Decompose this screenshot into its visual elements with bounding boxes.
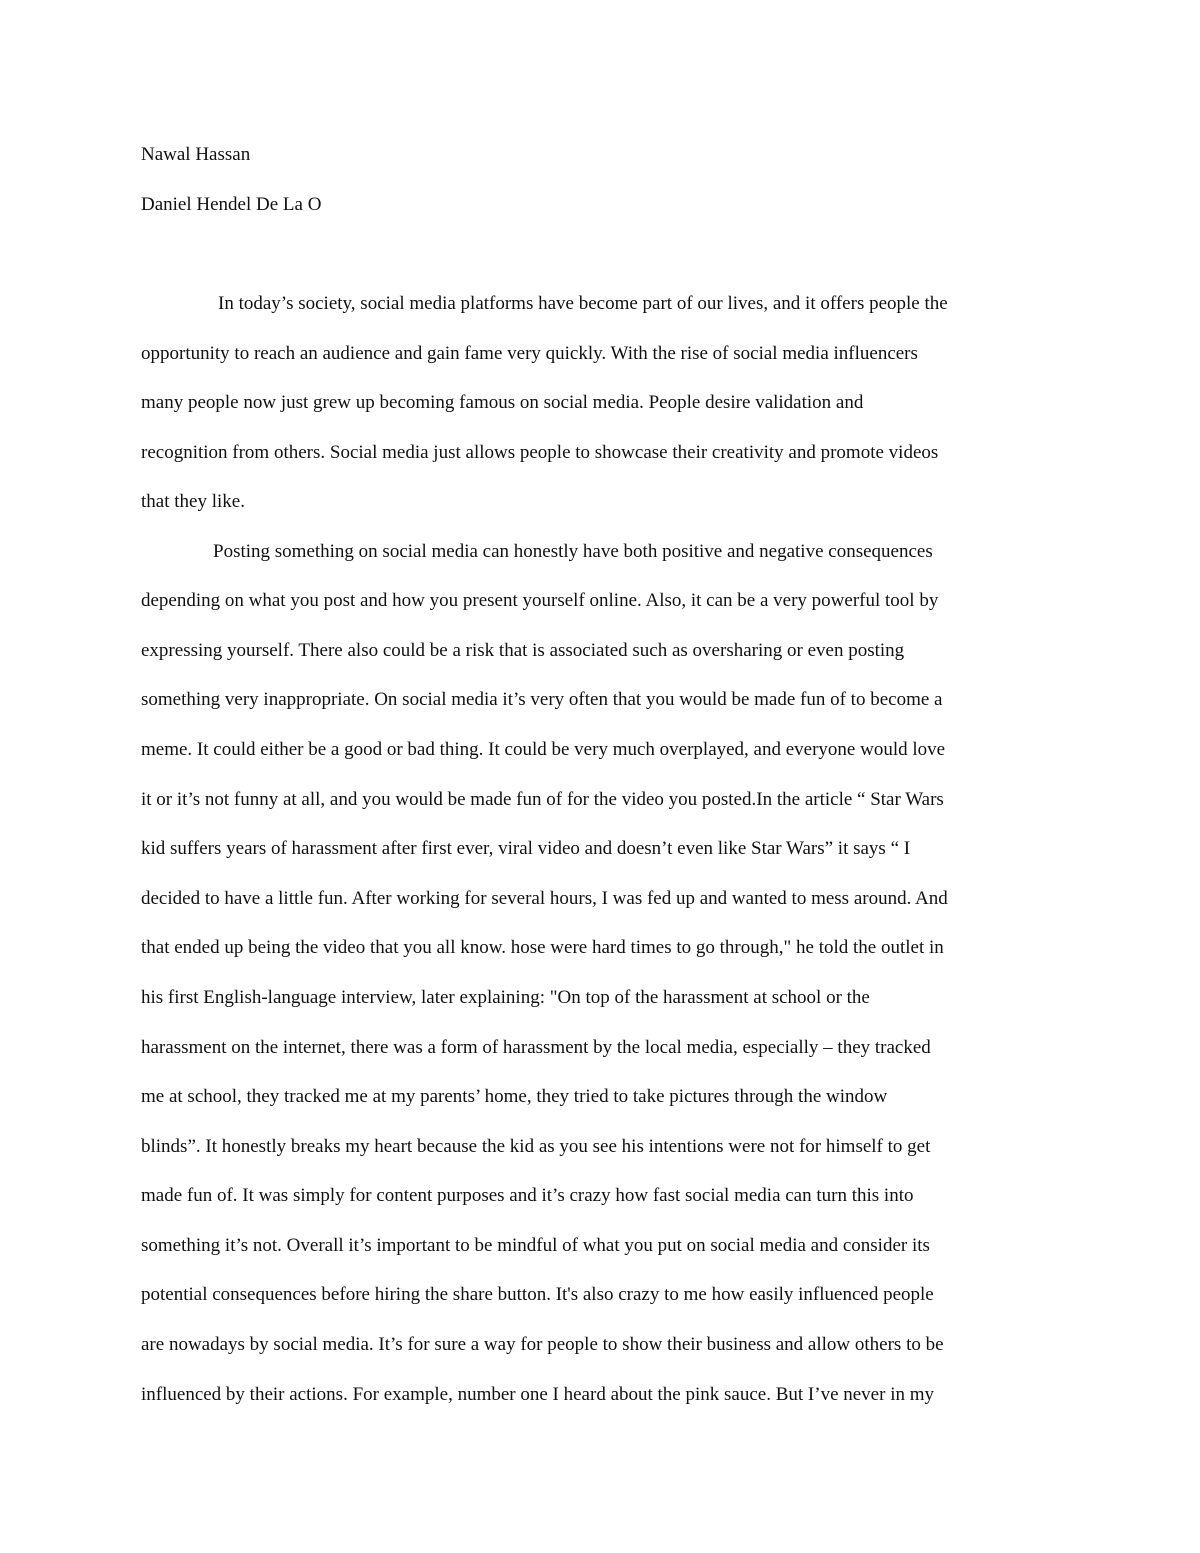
paragraph-line: many people now just grew up becoming famous on social media. People desire validation and xyxy=(141,392,864,413)
author-name: Nawal Hassan xyxy=(141,144,251,165)
paragraph-line: blinds”. It honestly breaks my heart because the kid as you see his intentions were not for himself to get xyxy=(141,1136,931,1157)
paragraph-line: In today’s society, social media platforms have become part of our lives, and it offers people the xyxy=(218,293,948,314)
paragraph-line: meme. It could either be a good or bad thing. It could be very much overplayed, and everyone would love xyxy=(141,739,946,760)
paragraph-line: that they like. xyxy=(141,491,245,512)
paragraph-line: kid suffers years of harassment after first ever, viral video and doesn’t even like Star Wars” it says “ I xyxy=(141,838,911,859)
paragraph-line: that ended up being the video that you all know. hose were hard times to go through," he told the outlet in xyxy=(141,937,944,958)
paragraph-line: influenced by their actions. For example, number one I heard about the pink sauce. But I’ve never in my xyxy=(141,1384,934,1405)
paragraph-line: me at school, they tracked me at my parents’ home, they tried to take pictures through the window xyxy=(141,1086,888,1107)
paragraph-line: decided to have a little fun. After working for several hours, I was fed up and wanted to mess around. And xyxy=(141,888,948,909)
paragraph-line: made fun of. It was simply for content purposes and it’s crazy how fast social media can turn this into xyxy=(141,1185,914,1206)
paragraph-line: are nowadays by social media. It’s for sure a way for people to show their business and allow others to be xyxy=(141,1334,944,1355)
instructor-name: Daniel Hendel De La O xyxy=(141,194,322,215)
paragraph-line: recognition from others. Social media just allows people to showcase their creativity and promote videos xyxy=(141,442,939,463)
paragraph-line: it or it’s not funny at all, and you would be made fun of for the video you posted.In the article “ Star Wars xyxy=(141,789,944,810)
paragraph-line: harassment on the internet, there was a form of harassment by the local media, especially – they tracked xyxy=(141,1037,931,1058)
paragraph-line: something it’s not. Overall it’s important to be mindful of what you put on social media and consider its xyxy=(141,1235,930,1256)
paragraph-line: opportunity to reach an audience and gain fame very quickly. With the rise of social media influencers xyxy=(141,343,918,364)
paragraph-line: expressing yourself. There also could be a risk that is associated such as oversharing or even posting xyxy=(141,640,905,661)
paragraph-line: depending on what you post and how you present yourself online. Also, it can be a very powerful tool by xyxy=(141,590,939,611)
paragraph-line: something very inappropriate. On social media it’s very often that you would be made fun of to become a xyxy=(141,689,943,710)
paragraph-line: Posting something on social media can honestly have both positive and negative consequences xyxy=(213,541,933,562)
paragraph-line: his first English-language interview, later explaining: "On top of the harassment at school or the xyxy=(141,987,870,1008)
paragraph-line: potential consequences before hiring the share button. It's also crazy to me how easily influenced people xyxy=(141,1284,934,1305)
